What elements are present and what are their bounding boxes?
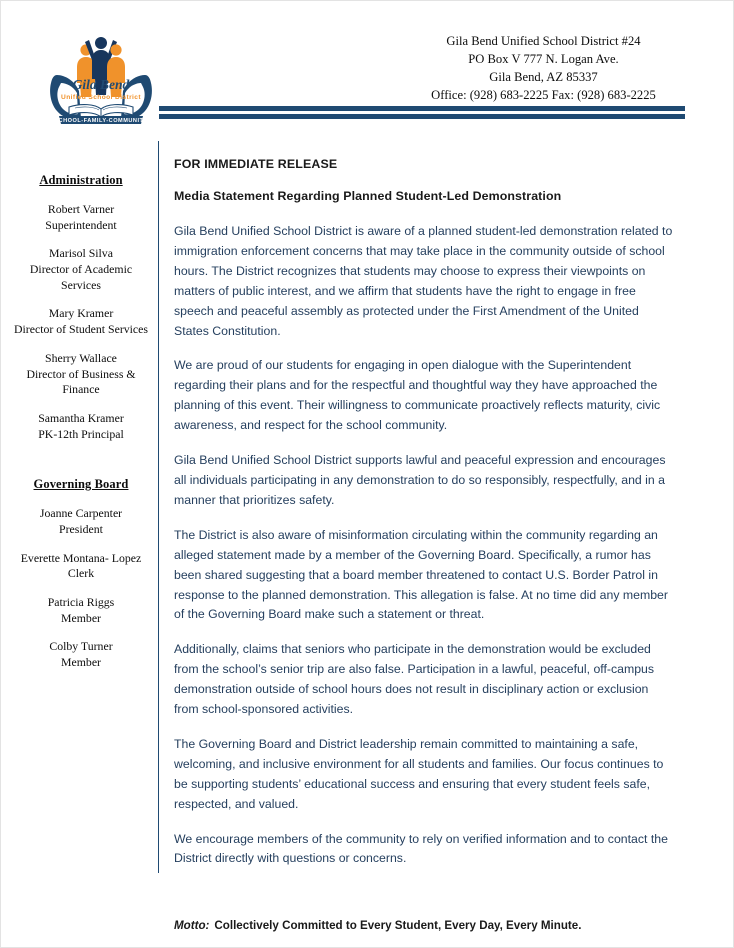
sidebar-heading-administration: Administration <box>39 173 123 187</box>
for-immediate-release-label: FOR IMMEDIATE RELEASE <box>174 157 338 171</box>
logo-subtitle-text: Unified School District <box>61 94 141 101</box>
logo-banner-text: SCHOOL-FAMILY-COMMUNITY <box>54 118 148 124</box>
admin-role: Director of Business & Finance <box>26 366 136 397</box>
body-paragraph: Gila Bend Unified School District is aware of a planned student-led demonstration related to immigration enforcement concerns that may take place in the community outside of school hours. The District recognizes that students may choose to express their viewpoints on matters of public interest, and we affirm that students have the right to engage in free speech and peaceful assembly as protected under the First Amendment of the United States Constitution. <box>174 224 673 338</box>
body-paragraph: We are proud of our students for engaging in open dialogue with the Superintendent regarding their plans and for the respectful and thoughtful way they have approached the planning of this event. Their willingness to communicate proactively reflects maturity, civic awareness, and respect for the school community. <box>174 358 661 433</box>
sidebar-board-entry <box>9 506 153 537</box>
footer-motto <box>174 919 694 932</box>
body-paragraph: The District is also aware of misinformation circulating within the community regarding an alleged statement made by a member of the Governing Board. Specifically, a rumor has been shared suggesting that a board member threatened to contact U.S. Border Patrol in response to the planned demonstration. This allegation is false. At no time did any member of the Governing Board make such a statement or threat. <box>174 527 668 622</box>
body-paragraph: Additionally, claims that seniors who participate in the demonstration would be excluded from the school’s senior trip are also false. Participation in a lawful, peaceful, off-campus demonstration outside of school hours does not result in disciplinary action or exclusion from school-sponsored activities. <box>174 642 655 717</box>
sidebar <box>9 173 153 684</box>
district-city-state-zip-line: Gila Bend, AZ 85337 <box>489 69 598 84</box>
sidebar-admin-entry <box>9 202 153 233</box>
press-release-body <box>174 157 674 884</box>
district-logo-graphic <box>45 29 157 125</box>
board-role: Member <box>61 655 101 670</box>
admin-name: Robert Varner <box>47 202 115 216</box>
admin-role: Director of Academic Services <box>29 262 133 292</box>
admin-role: Director of Student Services <box>14 322 148 337</box>
board-name: Colby Turner <box>49 639 113 654</box>
sidebar-heading-governing-board: Governing Board <box>33 477 129 492</box>
board-role: Member <box>61 610 101 625</box>
sidebar-admin-entry <box>9 246 153 293</box>
district-logo <box>45 29 157 125</box>
district-address-block <box>391 33 696 105</box>
board-role: Clerk <box>67 566 95 581</box>
admin-name: Marisol Silva <box>49 246 113 261</box>
sidebar-board-entry <box>9 595 153 626</box>
sidebar-admin-entry <box>9 411 153 442</box>
board-role: President <box>59 521 103 536</box>
board-name: Patricia Riggs <box>47 595 115 609</box>
admin-name: Samantha Kramer <box>38 410 124 425</box>
district-po-box-line: PO Box V 777 N. Logan Ave. <box>468 51 619 66</box>
header-rule-bars <box>159 106 685 119</box>
body-paragraph: We encourage members of the community to rely on verified information and to contact the District directly with questions or concerns. <box>174 831 668 866</box>
district-name-line: Gila Bend Unified School District #24 <box>446 34 641 48</box>
motto-text: Collectively Committed to Every Student, Every Day, Every Minute. <box>214 919 582 932</box>
media-statement-subject: Media Statement Regarding Planned Student-Led Demonstration <box>174 189 562 203</box>
sidebar-admin-entry <box>9 351 153 398</box>
sidebar-divider-line <box>158 141 159 873</box>
logo-name-text: Gila Bend <box>72 77 130 92</box>
admin-role: PK-12th Principal <box>38 426 124 441</box>
sidebar-board-entry <box>9 639 153 670</box>
body-paragraph: Gila Bend Unified School District supports lawful and peaceful expression and encourages all individuals participating in any demonstration to do so responsibly, respectfully, and in a manner that prioritizes safety. <box>174 453 666 507</box>
sidebar-board-entry <box>9 551 153 582</box>
sidebar-section-gap <box>9 455 153 477</box>
admin-role: Superintendent <box>45 217 117 232</box>
admin-name: Sherry Wallace <box>45 350 117 365</box>
board-name: Everette Montana- Lopez <box>20 550 142 565</box>
letterhead-header <box>1 1 734 124</box>
district-phone-fax-line: Office: (928) 683-2225 Fax: (928) 683-2225 <box>431 87 656 102</box>
header-rule-bar-bottom <box>159 114 685 119</box>
body-paragraph: The Governing Board and District leadership remain committed to maintaining a safe, welcoming, and inclusive environment for all students and families. Our focus continues to be supporting students’ educational success and ensuring that every student feels safe, respected, and valued. <box>174 736 664 811</box>
admin-name: Mary Kramer <box>48 306 114 321</box>
sidebar-admin-entry <box>9 306 153 337</box>
motto-label: Motto: <box>174 919 210 932</box>
board-name: Joanne Carpenter <box>39 506 123 521</box>
